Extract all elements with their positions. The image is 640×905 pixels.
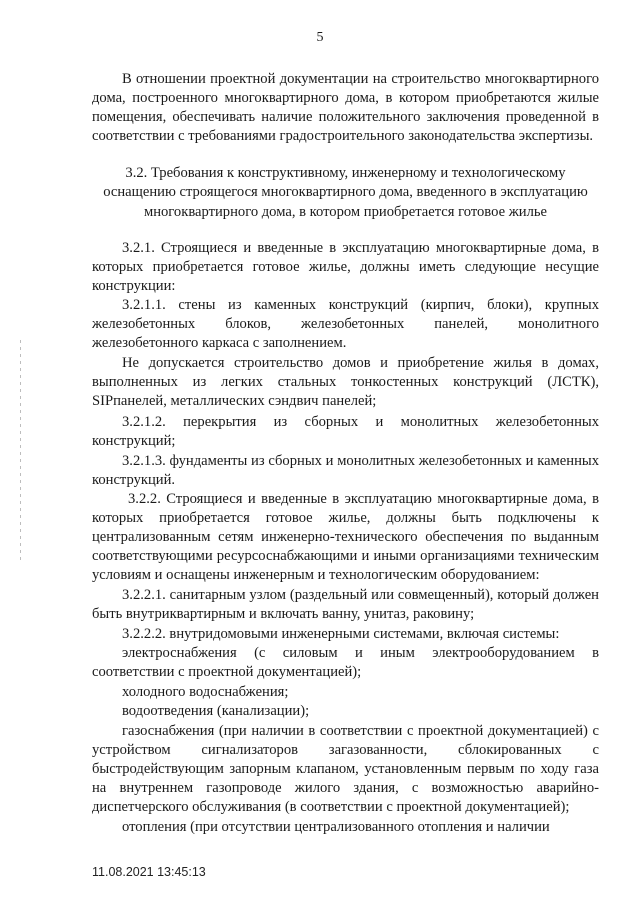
paragraph-prohibition: Не допускается строительство домов и приобретение жилья в домах, выполненных из легких стальных тонкостенных конструкций (ЛСТК), SIPпанелей, металлических сэндвич панелей; — [92, 355, 599, 410]
page-number: 5 — [316, 30, 324, 45]
timestamp: 11.08.2021 13:45:13 — [92, 865, 206, 879]
paragraph-3-2-2-2: 3.2.2.2. внутридомовыми инженерными системами, включая системы: — [122, 625, 560, 642]
list-item-cold-water: холодного водоснабжения; — [122, 683, 289, 700]
paragraph-3-2-2: 3.2.2. Строящиеся и введенные в эксплуатацию многоквартирные дома, в которых приобретается готовое жилье, должны быть подключены к централизованным сетям инженерно-технического обеспечения по выданным соответствующими ресурсоснабжающими и иными организациями техническим условиям и оснащены инженерным и технологическим оборудованием: — [92, 490, 599, 584]
paragraph-3-2-2-1: 3.2.2.1. санитарным узлом (раздельный или совмещенный), который должен быть внутриквартирным и включать ванну, унитаз, раковину; — [92, 587, 599, 623]
paragraph-3-2-1-1: 3.2.1.1. стены из каменных конструкций (кирпич, блоки), крупных железобетонных блоков, железобетонных панелей, монолитного железобетонного каркаса с заполнением. — [92, 296, 599, 352]
paragraph-3-2-1-2: 3.2.1.2. перекрытия из сборных и монолитных железобетонных конструкций; — [92, 413, 599, 449]
paragraph-3-2-1-3: 3.2.1.3. фундаменты из сборных и монолитных железобетонных и каменных конструкций. — [92, 452, 599, 488]
document-body — [92, 70, 599, 838]
list-item-electricity: электроснабжения (с силовым и иным электрооборудованием в соответствии с проектной документацией); — [92, 644, 599, 680]
scan-edge-mark — [20, 340, 21, 560]
paragraph-3-2-1: 3.2.1. Строящиеся и введенные в эксплуатацию многоквартирные дома, в которых приобретается готовое жилье, должны иметь следующие несущие конструкции: — [92, 239, 599, 294]
section-heading-3-2: 3.2. Требования к конструктивному, инженерному и технологическому оснащению строящегося многоквартирного дома, введенного в эксплуатацию многоквартирного дома, в котором приобретается готовое жилье — [103, 165, 588, 220]
list-item-sewerage: водоотведения (канализации); — [122, 702, 310, 719]
paragraph-expertise: В отношении проектной документации на строительство многоквартирного дома, построенного многоквартирного дома, в котором приобретаются жилые помещения, обеспечивать наличие положительного заключения проведенной в соответствии с требованиями градостроительного законодательства экспертизы. — [92, 71, 599, 145]
list-item-heating: отопления (при отсутствии централизованного отопления и наличии — [122, 819, 550, 836]
list-item-gas: газоснабжения (при наличии в соответствии с проектной документацией) с устройством сигнализаторов загазованности, сблокированных с быстродействующим запорным клапаном, установленным первым по ходу газа на внутреннем газопроводе жилого здания, с возможностью аварийно-диспетчерского обслуживания (в соответствии с проектной документацией); — [92, 723, 599, 816]
